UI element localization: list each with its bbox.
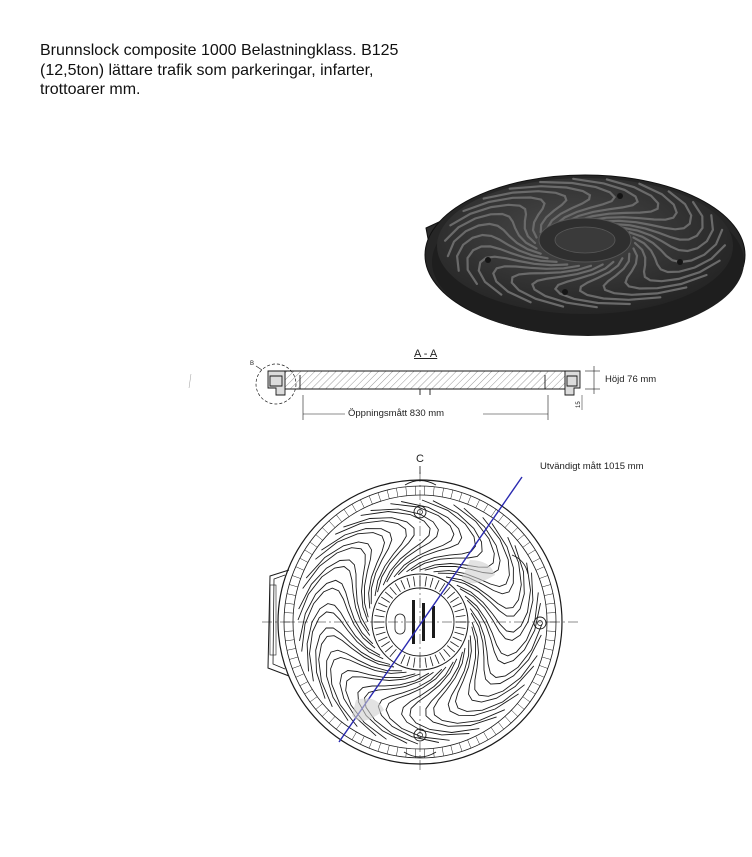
frame-tick: [528, 689, 536, 694]
frame-tick: [442, 747, 444, 756]
frame-tick: [484, 732, 489, 740]
frame-tick: [360, 500, 364, 508]
frame-tick: [316, 704, 323, 710]
section-label: A - A: [414, 348, 438, 360]
frame-tick: [305, 550, 313, 555]
swirl-rib: [303, 548, 368, 622]
frame-tick: [285, 603, 294, 604]
lid-photo: [425, 175, 745, 336]
frame-tick: [296, 674, 304, 678]
swirl-rib: [420, 505, 494, 570]
frame-tick: [387, 490, 389, 499]
frame-tick: [544, 594, 553, 596]
frame-tick: [505, 521, 511, 528]
frame-tick: [310, 697, 317, 702]
frame-tick: [536, 567, 544, 571]
frame-tick: [387, 745, 389, 754]
frame-tick: [547, 613, 556, 614]
frame-tick: [523, 542, 530, 547]
swirl-rib: [307, 604, 380, 672]
frame-tick: [484, 504, 489, 512]
frame-tick: [451, 490, 453, 499]
frame-tick: [476, 736, 480, 744]
swirl-rib: [371, 509, 439, 582]
frame-tick: [546, 603, 555, 604]
opening-label: Öppningsmått 830 mm: [348, 408, 445, 419]
frame-tick: [396, 488, 398, 497]
frame-tick: [369, 740, 372, 748]
frame-tick: [322, 528, 328, 534]
frame-tick: [547, 631, 556, 632]
frame-tick: [284, 613, 293, 614]
outer-diameter-label: Utvändigt mått 1015 mm: [540, 461, 644, 472]
frame-tick: [542, 657, 551, 660]
frame-tick: [517, 535, 524, 541]
frame-tick: [378, 743, 381, 752]
frame-tick: [498, 515, 504, 522]
detail-label: B: [250, 361, 255, 367]
frame-tick: [498, 722, 504, 729]
frame-tick: [539, 665, 548, 668]
frame-tick: [336, 515, 342, 522]
swirl-rib: [471, 613, 541, 684]
frame-tick: [289, 585, 298, 588]
frame-tick: [305, 689, 313, 694]
axis-c-label: C: [416, 453, 424, 465]
swirl-rib: [402, 662, 470, 735]
frame-tick: [396, 747, 398, 756]
frame-tick: [517, 704, 524, 710]
swirl-rib: [472, 622, 537, 696]
frame-tick: [329, 521, 335, 528]
frame-tick: [316, 535, 323, 541]
frame-tick: [369, 496, 372, 504]
frame-tick: [300, 682, 308, 686]
frame-tick: [287, 648, 296, 650]
frame-tick: [476, 500, 480, 508]
frame-tick: [433, 487, 434, 496]
frame-tick: [491, 727, 496, 734]
frame-tick: [322, 710, 328, 716]
height-label: Höjd 76 mm: [605, 374, 657, 385]
frame-tick: [344, 509, 349, 516]
frame-tick: [336, 722, 342, 729]
frame-tick: [360, 736, 364, 744]
frame-tick: [310, 542, 317, 547]
swirl-rib: [298, 567, 370, 636]
frame-tick: [532, 558, 540, 562]
frame-tick: [292, 576, 301, 579]
frame-tick: [505, 716, 511, 723]
frame-tick: [536, 674, 544, 678]
frame-tick: [468, 496, 471, 504]
frame-tick: [284, 631, 293, 632]
frame-tick: [542, 585, 551, 588]
frame-tick: [378, 493, 381, 502]
frame-tick: [451, 745, 453, 754]
frame-tick: [406, 487, 407, 496]
swirl-rib: [470, 609, 542, 678]
frame-tick: [532, 682, 540, 686]
frame-tick: [539, 576, 548, 579]
frame-tick: [459, 743, 462, 752]
frame-tick: [528, 550, 536, 555]
frame-tick: [511, 528, 517, 534]
swirl-rib: [407, 500, 476, 572]
frame-tick: [285, 640, 294, 641]
plan-view: [262, 466, 578, 772]
frame-tick: [289, 657, 298, 660]
frame-tick: [511, 710, 517, 716]
frame-tick: [546, 640, 555, 641]
frame-tick: [442, 488, 444, 497]
frame-tick: [352, 732, 357, 740]
swirl-rib: [299, 560, 369, 631]
frame-tick: [544, 648, 553, 650]
product-description: Brunnslock composite 1000 Belastningklass. B125 (12,5ton) lättare trafik som parkeringar, infarter, trottoarer mm.: [40, 42, 399, 98]
frame-tick: [352, 504, 357, 512]
frame-tick: [459, 493, 462, 502]
frame-tick: [287, 594, 296, 596]
frame-tick: [296, 567, 304, 571]
frame-tick: [523, 697, 530, 702]
frame-tick: [292, 665, 301, 668]
small-dimension-label: 15: [576, 401, 582, 408]
frame-tick: [300, 558, 308, 562]
frame-tick: [329, 716, 335, 723]
frame-tick: [468, 740, 471, 748]
